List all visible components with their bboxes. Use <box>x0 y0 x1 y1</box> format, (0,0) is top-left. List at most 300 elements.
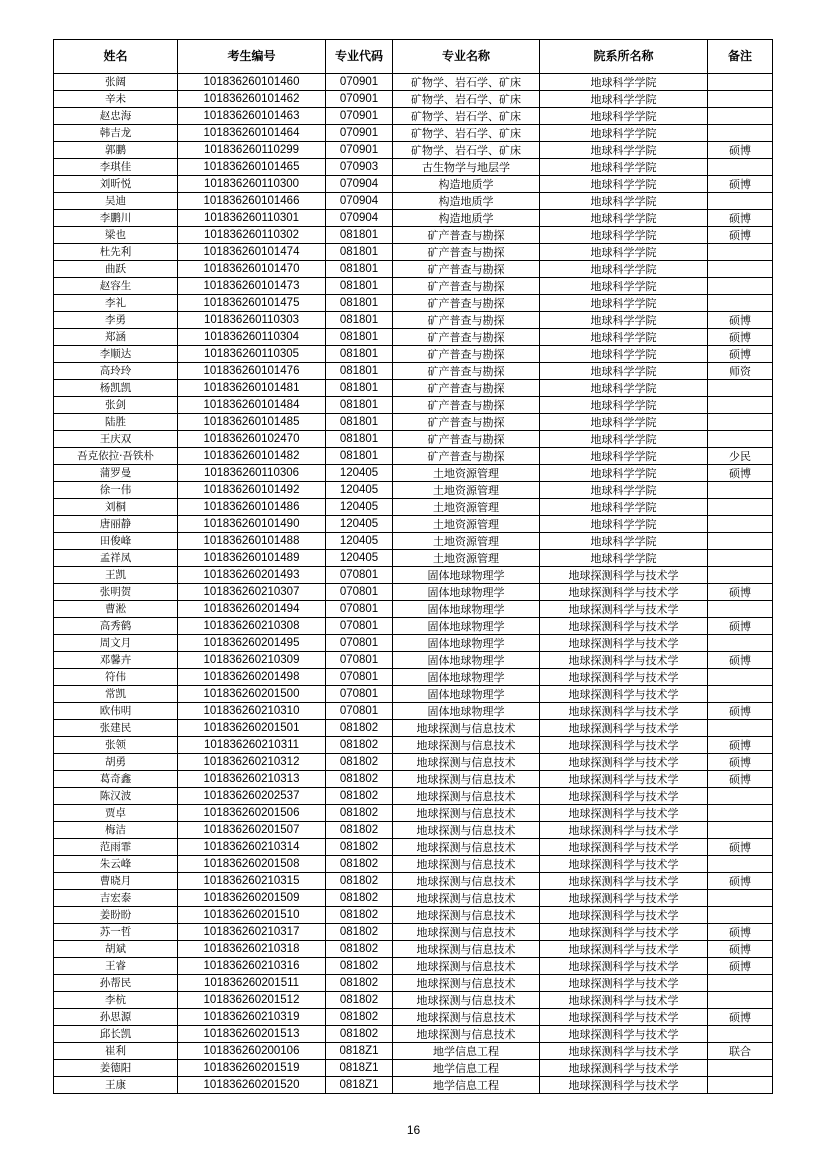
cell-remarks <box>708 516 773 533</box>
cell-department: 地球科学学院 <box>540 125 708 142</box>
cell-name: 曲跃 <box>54 261 178 278</box>
cell-major-code: 081802 <box>326 822 393 839</box>
cell-major-code: 081802 <box>326 890 393 907</box>
cell-department: 地球探测科学与技术学 <box>540 890 708 907</box>
cell-department: 地球探测科学与技术学 <box>540 703 708 720</box>
cell-name: 梅洁 <box>54 822 178 839</box>
cell-major-name: 矿物学、岩石学、矿床 <box>393 142 540 159</box>
cell-exam-id: 101836260101463 <box>178 108 326 125</box>
cell-remarks: 硕博 <box>708 465 773 482</box>
cell-name: 吉宏泰 <box>54 890 178 907</box>
table-row <box>54 363 773 380</box>
cell-exam-id: 101836260101492 <box>178 482 326 499</box>
cell-name: 孙帮民 <box>54 975 178 992</box>
cell-name: 李顺达 <box>54 346 178 363</box>
cell-exam-id: 101836260101465 <box>178 159 326 176</box>
cell-major-code: 0818Z1 <box>326 1077 393 1094</box>
cell-department: 地球探测科学与技术学 <box>540 1043 708 1060</box>
cell-remarks <box>708 567 773 584</box>
cell-department: 地球科学学院 <box>540 397 708 414</box>
cell-department: 地球探测科学与技术学 <box>540 856 708 873</box>
cell-department: 地球科学学院 <box>540 516 708 533</box>
cell-exam-id: 101836260210316 <box>178 958 326 975</box>
cell-department: 地球科学学院 <box>540 499 708 516</box>
cell-major-code: 120405 <box>326 482 393 499</box>
table-row <box>54 856 773 873</box>
cell-remarks <box>708 890 773 907</box>
cell-major-code: 081802 <box>326 907 393 924</box>
cell-exam-id: 101836260201513 <box>178 1026 326 1043</box>
cell-department: 地球探测科学与技术学 <box>540 941 708 958</box>
cell-exam-id: 101836260202537 <box>178 788 326 805</box>
cell-major-name: 固体地球物理学 <box>393 652 540 669</box>
cell-department: 地球科学学院 <box>540 176 708 193</box>
cell-remarks <box>708 720 773 737</box>
cell-remarks: 硕博 <box>708 618 773 635</box>
table-row <box>54 720 773 737</box>
cell-major-code: 120405 <box>326 533 393 550</box>
cell-remarks: 硕博 <box>708 1009 773 1026</box>
cell-remarks: 硕博 <box>708 737 773 754</box>
cell-remarks <box>708 244 773 261</box>
cell-department: 地球探测科学与技术学 <box>540 788 708 805</box>
table-row <box>54 686 773 703</box>
table-row <box>54 584 773 601</box>
cell-major-name: 地球探测与信息技术 <box>393 992 540 1009</box>
cell-major-code: 070801 <box>326 601 393 618</box>
cell-name: 李勇 <box>54 312 178 329</box>
cell-major-code: 070904 <box>326 193 393 210</box>
cell-department: 地球科学学院 <box>540 482 708 499</box>
cell-major-name: 地球探测与信息技术 <box>393 1009 540 1026</box>
cell-remarks <box>708 686 773 703</box>
cell-name: 范雨霏 <box>54 839 178 856</box>
cell-exam-id: 101836260101489 <box>178 550 326 567</box>
cell-exam-id: 101836260101474 <box>178 244 326 261</box>
cell-name: 孙思源 <box>54 1009 178 1026</box>
cell-major-name: 构造地质学 <box>393 193 540 210</box>
cell-major-name: 固体地球物理学 <box>393 669 540 686</box>
cell-major-code: 120405 <box>326 499 393 516</box>
cell-exam-id: 101836260201495 <box>178 635 326 652</box>
cell-remarks: 硕博 <box>708 142 773 159</box>
table-row <box>54 635 773 652</box>
cell-remarks <box>708 397 773 414</box>
cell-department: 地球探测科学与技术学 <box>540 907 708 924</box>
cell-major-name: 固体地球物理学 <box>393 567 540 584</box>
cell-department: 地球探测科学与技术学 <box>540 975 708 992</box>
cell-major-code: 081802 <box>326 975 393 992</box>
cell-department: 地球科学学院 <box>540 227 708 244</box>
header-department: 院系所名称 <box>540 40 708 74</box>
cell-name: 刘昕悦 <box>54 176 178 193</box>
cell-exam-id: 101836260101464 <box>178 125 326 142</box>
cell-major-code: 081802 <box>326 1026 393 1043</box>
cell-exam-id: 101836260101475 <box>178 295 326 312</box>
cell-major-name: 矿产普查与勘探 <box>393 261 540 278</box>
cell-name: 王凯 <box>54 567 178 584</box>
cell-major-code: 081801 <box>326 312 393 329</box>
cell-exam-id: 101836260201520 <box>178 1077 326 1094</box>
cell-major-name: 固体地球物理学 <box>393 686 540 703</box>
cell-remarks <box>708 380 773 397</box>
cell-major-name: 矿产普查与勘探 <box>393 278 540 295</box>
cell-name: 崔利 <box>54 1043 178 1060</box>
cell-name: 徐一伟 <box>54 482 178 499</box>
table-row <box>54 975 773 992</box>
cell-remarks: 硕博 <box>708 584 773 601</box>
cell-name: 王康 <box>54 1077 178 1094</box>
table-row <box>54 601 773 618</box>
table-row <box>54 108 773 125</box>
cell-department: 地球科学学院 <box>540 244 708 261</box>
cell-exam-id: 101836260210310 <box>178 703 326 720</box>
cell-exam-id: 101836260210315 <box>178 873 326 890</box>
cell-exam-id: 101836260101485 <box>178 414 326 431</box>
cell-major-code: 081801 <box>326 414 393 431</box>
table-row <box>54 1077 773 1094</box>
table-row <box>54 703 773 720</box>
cell-major-name: 地球探测与信息技术 <box>393 873 540 890</box>
cell-remarks: 硕博 <box>708 312 773 329</box>
cell-name: 王睿 <box>54 958 178 975</box>
cell-exam-id: 101836260201493 <box>178 567 326 584</box>
cell-major-code: 070801 <box>326 652 393 669</box>
cell-remarks <box>708 91 773 108</box>
cell-major-code: 081802 <box>326 958 393 975</box>
cell-major-code: 081801 <box>326 363 393 380</box>
table-row <box>54 652 773 669</box>
table-row <box>54 227 773 244</box>
table-row <box>54 737 773 754</box>
cell-exam-id: 101836260110301 <box>178 210 326 227</box>
cell-major-code: 081801 <box>326 244 393 261</box>
cell-remarks <box>708 193 773 210</box>
cell-major-name: 矿产普查与勘探 <box>393 414 540 431</box>
cell-exam-id: 101836260201509 <box>178 890 326 907</box>
cell-name: 蒲罗曼 <box>54 465 178 482</box>
cell-department: 地球探测科学与技术学 <box>540 601 708 618</box>
cell-major-name: 地球探测与信息技术 <box>393 924 540 941</box>
cell-department: 地球科学学院 <box>540 431 708 448</box>
cell-name: 李杭 <box>54 992 178 1009</box>
cell-major-name: 矿产普查与勘探 <box>393 380 540 397</box>
cell-remarks <box>708 788 773 805</box>
cell-name: 苏一哲 <box>54 924 178 941</box>
cell-exam-id: 101836260101490 <box>178 516 326 533</box>
cell-remarks <box>708 1026 773 1043</box>
cell-remarks: 硕博 <box>708 958 773 975</box>
cell-major-name: 地球探测与信息技术 <box>393 890 540 907</box>
admissions-table <box>53 39 773 1094</box>
cell-name: 韩吉龙 <box>54 125 178 142</box>
cell-major-name: 固体地球物理学 <box>393 584 540 601</box>
cell-name: 欧伟明 <box>54 703 178 720</box>
cell-exam-id: 101836260110306 <box>178 465 326 482</box>
table-row <box>54 839 773 856</box>
cell-major-code: 120405 <box>326 465 393 482</box>
cell-department: 地球探测科学与技术学 <box>540 567 708 584</box>
cell-major-name: 矿产普查与勘探 <box>393 397 540 414</box>
cell-department: 地球探测科学与技术学 <box>540 839 708 856</box>
cell-major-name: 地球探测与信息技术 <box>393 720 540 737</box>
cell-exam-id: 101836260210311 <box>178 737 326 754</box>
cell-remarks <box>708 414 773 431</box>
cell-remarks <box>708 805 773 822</box>
table-header-row <box>54 40 773 74</box>
cell-major-code: 070901 <box>326 108 393 125</box>
table-row <box>54 193 773 210</box>
cell-remarks <box>708 295 773 312</box>
table-row <box>54 550 773 567</box>
cell-department: 地球科学学院 <box>540 448 708 465</box>
header-name: 姓名 <box>54 40 178 74</box>
cell-name: 曹淞 <box>54 601 178 618</box>
cell-exam-id: 101836260201507 <box>178 822 326 839</box>
cell-exam-id: 101836260201512 <box>178 992 326 1009</box>
cell-name: 胡勇 <box>54 754 178 771</box>
cell-major-code: 081802 <box>326 856 393 873</box>
cell-remarks <box>708 550 773 567</box>
cell-major-name: 土地资源管理 <box>393 499 540 516</box>
table-row <box>54 244 773 261</box>
cell-name: 刘桐 <box>54 499 178 516</box>
cell-exam-id: 101836260201498 <box>178 669 326 686</box>
cell-major-name: 矿物学、岩石学、矿床 <box>393 108 540 125</box>
cell-remarks <box>708 74 773 91</box>
cell-remarks <box>708 822 773 839</box>
cell-major-code: 120405 <box>326 550 393 567</box>
cell-department: 地球科学学院 <box>540 193 708 210</box>
cell-name: 李琪佳 <box>54 159 178 176</box>
cell-department: 地球科学学院 <box>540 380 708 397</box>
cell-major-code: 070801 <box>326 584 393 601</box>
cell-remarks <box>708 1060 773 1077</box>
cell-major-code: 081801 <box>326 380 393 397</box>
table-row <box>54 397 773 414</box>
cell-major-name: 地球探测与信息技术 <box>393 822 540 839</box>
table-row <box>54 482 773 499</box>
cell-department: 地球探测科学与技术学 <box>540 720 708 737</box>
table-row <box>54 414 773 431</box>
cell-major-code: 081802 <box>326 941 393 958</box>
cell-name: 朱云峰 <box>54 856 178 873</box>
cell-exam-id: 101836260101470 <box>178 261 326 278</box>
cell-exam-id: 101836260201494 <box>178 601 326 618</box>
cell-major-name: 矿产普查与勘探 <box>393 329 540 346</box>
table-row <box>54 329 773 346</box>
cell-remarks: 硕博 <box>708 754 773 771</box>
table-row <box>54 142 773 159</box>
cell-remarks <box>708 125 773 142</box>
cell-name: 赵忠海 <box>54 108 178 125</box>
cell-department: 地球科学学院 <box>540 108 708 125</box>
cell-remarks: 硕博 <box>708 941 773 958</box>
table-body <box>54 74 773 1094</box>
cell-remarks: 联合 <box>708 1043 773 1060</box>
cell-name: 唐丽静 <box>54 516 178 533</box>
cell-major-code: 081802 <box>326 737 393 754</box>
cell-major-name: 构造地质学 <box>393 176 540 193</box>
cell-remarks <box>708 1077 773 1094</box>
cell-major-code: 081802 <box>326 771 393 788</box>
cell-major-code: 070901 <box>326 125 393 142</box>
cell-department: 地球科学学院 <box>540 295 708 312</box>
cell-exam-id: 101836260210309 <box>178 652 326 669</box>
cell-exam-id: 101836260201500 <box>178 686 326 703</box>
cell-exam-id: 101836260210317 <box>178 924 326 941</box>
cell-major-name: 地学信息工程 <box>393 1060 540 1077</box>
cell-exam-id: 101836260110305 <box>178 346 326 363</box>
cell-major-code: 070901 <box>326 74 393 91</box>
cell-name: 常凯 <box>54 686 178 703</box>
cell-name: 王庆双 <box>54 431 178 448</box>
cell-name: 孟祥凤 <box>54 550 178 567</box>
cell-major-name: 土地资源管理 <box>393 516 540 533</box>
cell-department: 地球科学学院 <box>540 550 708 567</box>
cell-remarks <box>708 992 773 1009</box>
cell-exam-id: 101836260210313 <box>178 771 326 788</box>
cell-major-name: 固体地球物理学 <box>393 635 540 652</box>
cell-department: 地球探测科学与技术学 <box>540 686 708 703</box>
cell-major-code: 070801 <box>326 618 393 635</box>
header-remarks: 备注 <box>708 40 773 74</box>
cell-major-name: 土地资源管理 <box>393 550 540 567</box>
cell-name: 张建民 <box>54 720 178 737</box>
table-row <box>54 159 773 176</box>
cell-major-code: 0818Z1 <box>326 1043 393 1060</box>
cell-exam-id: 101836260101466 <box>178 193 326 210</box>
cell-name: 杨凯凯 <box>54 380 178 397</box>
cell-remarks: 硕博 <box>708 329 773 346</box>
cell-major-name: 矿产普查与勘探 <box>393 227 540 244</box>
cell-remarks: 硕博 <box>708 210 773 227</box>
cell-remarks: 硕博 <box>708 227 773 244</box>
cell-major-name: 地球探测与信息技术 <box>393 907 540 924</box>
table-row <box>54 1060 773 1077</box>
cell-remarks <box>708 635 773 652</box>
cell-major-code: 070903 <box>326 159 393 176</box>
cell-major-name: 矿产普查与勘探 <box>393 346 540 363</box>
cell-major-name: 地球探测与信息技术 <box>393 805 540 822</box>
cell-major-name: 固体地球物理学 <box>393 618 540 635</box>
table-row <box>54 312 773 329</box>
cell-major-name: 地球探测与信息技术 <box>393 754 540 771</box>
cell-remarks: 硕博 <box>708 771 773 788</box>
cell-name: 符伟 <box>54 669 178 686</box>
cell-exam-id: 101836260210308 <box>178 618 326 635</box>
cell-department: 地球探测科学与技术学 <box>540 737 708 754</box>
cell-major-code: 070904 <box>326 176 393 193</box>
table-row <box>54 516 773 533</box>
table-row <box>54 618 773 635</box>
cell-name: 张剑 <box>54 397 178 414</box>
cell-major-name: 土地资源管理 <box>393 482 540 499</box>
table-row <box>54 125 773 142</box>
table-row <box>54 873 773 890</box>
cell-exam-id: 101836260101482 <box>178 448 326 465</box>
table-row <box>54 278 773 295</box>
cell-name: 李礼 <box>54 295 178 312</box>
cell-name: 邓馨卉 <box>54 652 178 669</box>
cell-name: 高玲玲 <box>54 363 178 380</box>
cell-name: 姜德阳 <box>54 1060 178 1077</box>
cell-major-code: 081802 <box>326 992 393 1009</box>
cell-major-name: 地球探测与信息技术 <box>393 975 540 992</box>
cell-department: 地球探测科学与技术学 <box>540 635 708 652</box>
cell-name: 张领 <box>54 737 178 754</box>
cell-exam-id: 101836260110304 <box>178 329 326 346</box>
cell-department: 地球探测科学与技术学 <box>540 992 708 1009</box>
table-row <box>54 431 773 448</box>
cell-department: 地球科学学院 <box>540 312 708 329</box>
cell-major-code: 070801 <box>326 703 393 720</box>
cell-major-code: 081801 <box>326 397 393 414</box>
cell-department: 地球探测科学与技术学 <box>540 618 708 635</box>
cell-major-code: 070801 <box>326 635 393 652</box>
table-row <box>54 465 773 482</box>
cell-remarks: 师资 <box>708 363 773 380</box>
cell-exam-id: 101836260102470 <box>178 431 326 448</box>
cell-department: 地球探测科学与技术学 <box>540 924 708 941</box>
cell-exam-id: 101836260101484 <box>178 397 326 414</box>
table-row <box>54 1026 773 1043</box>
cell-remarks: 硕博 <box>708 346 773 363</box>
cell-remarks <box>708 278 773 295</box>
cell-major-code: 081802 <box>326 839 393 856</box>
cell-department: 地球科学学院 <box>540 91 708 108</box>
table-row <box>54 567 773 584</box>
table-row <box>54 754 773 771</box>
cell-major-code: 070904 <box>326 210 393 227</box>
table-row <box>54 907 773 924</box>
cell-major-code: 0818Z1 <box>326 1060 393 1077</box>
table-row <box>54 771 773 788</box>
cell-department: 地球探测科学与技术学 <box>540 958 708 975</box>
cell-major-name: 矿产普查与勘探 <box>393 448 540 465</box>
cell-department: 地球探测科学与技术学 <box>540 1077 708 1094</box>
cell-exam-id: 101836260201510 <box>178 907 326 924</box>
cell-major-code: 081802 <box>326 805 393 822</box>
cell-major-name: 地学信息工程 <box>393 1043 540 1060</box>
cell-remarks: 硕博 <box>708 176 773 193</box>
table-row <box>54 533 773 550</box>
cell-remarks: 硕博 <box>708 873 773 890</box>
cell-major-code: 081801 <box>326 295 393 312</box>
cell-major-name: 地球探测与信息技术 <box>393 839 540 856</box>
cell-remarks <box>708 482 773 499</box>
table-row <box>54 890 773 907</box>
cell-department: 地球探测科学与技术学 <box>540 873 708 890</box>
cell-major-name: 固体地球物理学 <box>393 703 540 720</box>
cell-name: 辛未 <box>54 91 178 108</box>
cell-major-code: 070801 <box>326 567 393 584</box>
cell-exam-id: 101836260110303 <box>178 312 326 329</box>
cell-department: 地球科学学院 <box>540 363 708 380</box>
cell-major-code: 081802 <box>326 720 393 737</box>
cell-remarks <box>708 159 773 176</box>
table-row <box>54 805 773 822</box>
cell-department: 地球科学学院 <box>540 329 708 346</box>
cell-exam-id: 101836260101481 <box>178 380 326 397</box>
cell-name: 周文月 <box>54 635 178 652</box>
cell-department: 地球探测科学与技术学 <box>540 584 708 601</box>
cell-name: 张阔 <box>54 74 178 91</box>
cell-remarks: 少民 <box>708 448 773 465</box>
cell-name: 葛奇鑫 <box>54 771 178 788</box>
cell-exam-id: 101836260200106 <box>178 1043 326 1060</box>
cell-department: 地球科学学院 <box>540 261 708 278</box>
